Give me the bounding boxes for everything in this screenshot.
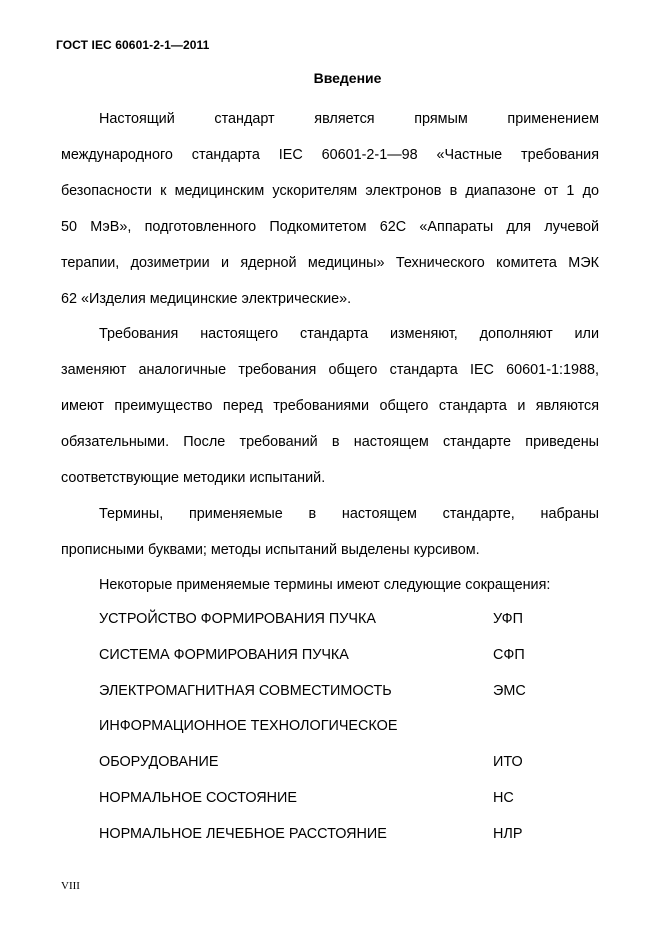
abbreviation-term: СИСТЕМА ФОРМИРОВАНИЯ ПУЧКА <box>99 647 349 663</box>
paragraph-line: Некоторые применяемые термины имеют следующие сокращения: <box>99 577 551 593</box>
paragraph-line: имеют преимущество перед требованиями общего стандарта и являются <box>61 398 599 414</box>
abbreviation-code: ИТО <box>493 754 523 770</box>
paragraph-line: соответствующие методики испытаний. <box>61 470 326 486</box>
paragraph-line: прописными буквами; методы испытаний выделены курсивом. <box>61 542 480 558</box>
abbreviation-term: НОРМАЛЬНОЕ СОСТОЯНИЕ <box>99 790 297 806</box>
section-title: Введение <box>313 70 382 86</box>
paragraph-line: 62 «Изделия медицинские электрические». <box>61 291 352 307</box>
abbreviation-code: СФП <box>493 647 525 663</box>
paragraph-line: обязательными. После требований в настоящем стандарте приведены <box>61 434 599 450</box>
paragraph-line: 50 МэВ», подготовленного Подкомитетом 62С «Аппараты для лучевой <box>61 219 599 235</box>
abbreviation-code: ЭМС <box>493 683 526 699</box>
paragraph-line: Термины, применяемые в настоящем стандарте, набраны <box>99 506 599 522</box>
paragraph-line: Настоящий стандарт является прямым применением <box>99 111 599 127</box>
paragraph-line: безопасности к медицинским ускорителям электронов в диапазоне от 1 до <box>61 183 599 199</box>
abbreviation-code: НЛР <box>493 826 523 842</box>
paragraph-line: Требования настоящего стандарта изменяют, дополняют или <box>99 326 599 342</box>
abbreviation-term: ЭЛЕКТРОМАГНИТНАЯ СОВМЕСТИМОСТЬ <box>99 683 392 699</box>
document-code-header: ГОСТ IEC 60601-2-1—2011 <box>56 38 210 52</box>
abbreviation-term: НОРМАЛЬНОЕ ЛЕЧЕБНОЕ РАССТОЯНИЕ <box>99 826 387 842</box>
abbreviation-code: УФП <box>493 611 523 627</box>
abbreviation-term: УСТРОЙСТВО ФОРМИРОВАНИЯ ПУЧКА <box>99 611 376 627</box>
abbreviation-term: ИНФОРМАЦИОННОЕ ТЕХНОЛОГИЧЕСКОЕ <box>99 718 398 734</box>
paragraph-line: терапии, дозиметрии и ядерной медицины» Технического комитета МЭК <box>61 255 599 271</box>
abbreviation-code: НС <box>493 790 514 806</box>
paragraph-line: международного стандарта IEC 60601-2-1—98 «Частные требования <box>61 147 599 163</box>
page-number: VIII <box>61 880 80 892</box>
abbreviation-term: ОБОРУДОВАНИЕ <box>99 754 219 770</box>
paragraph-line: заменяют аналогичные требования общего стандарта IEC 60601-1:1988, <box>61 362 599 378</box>
